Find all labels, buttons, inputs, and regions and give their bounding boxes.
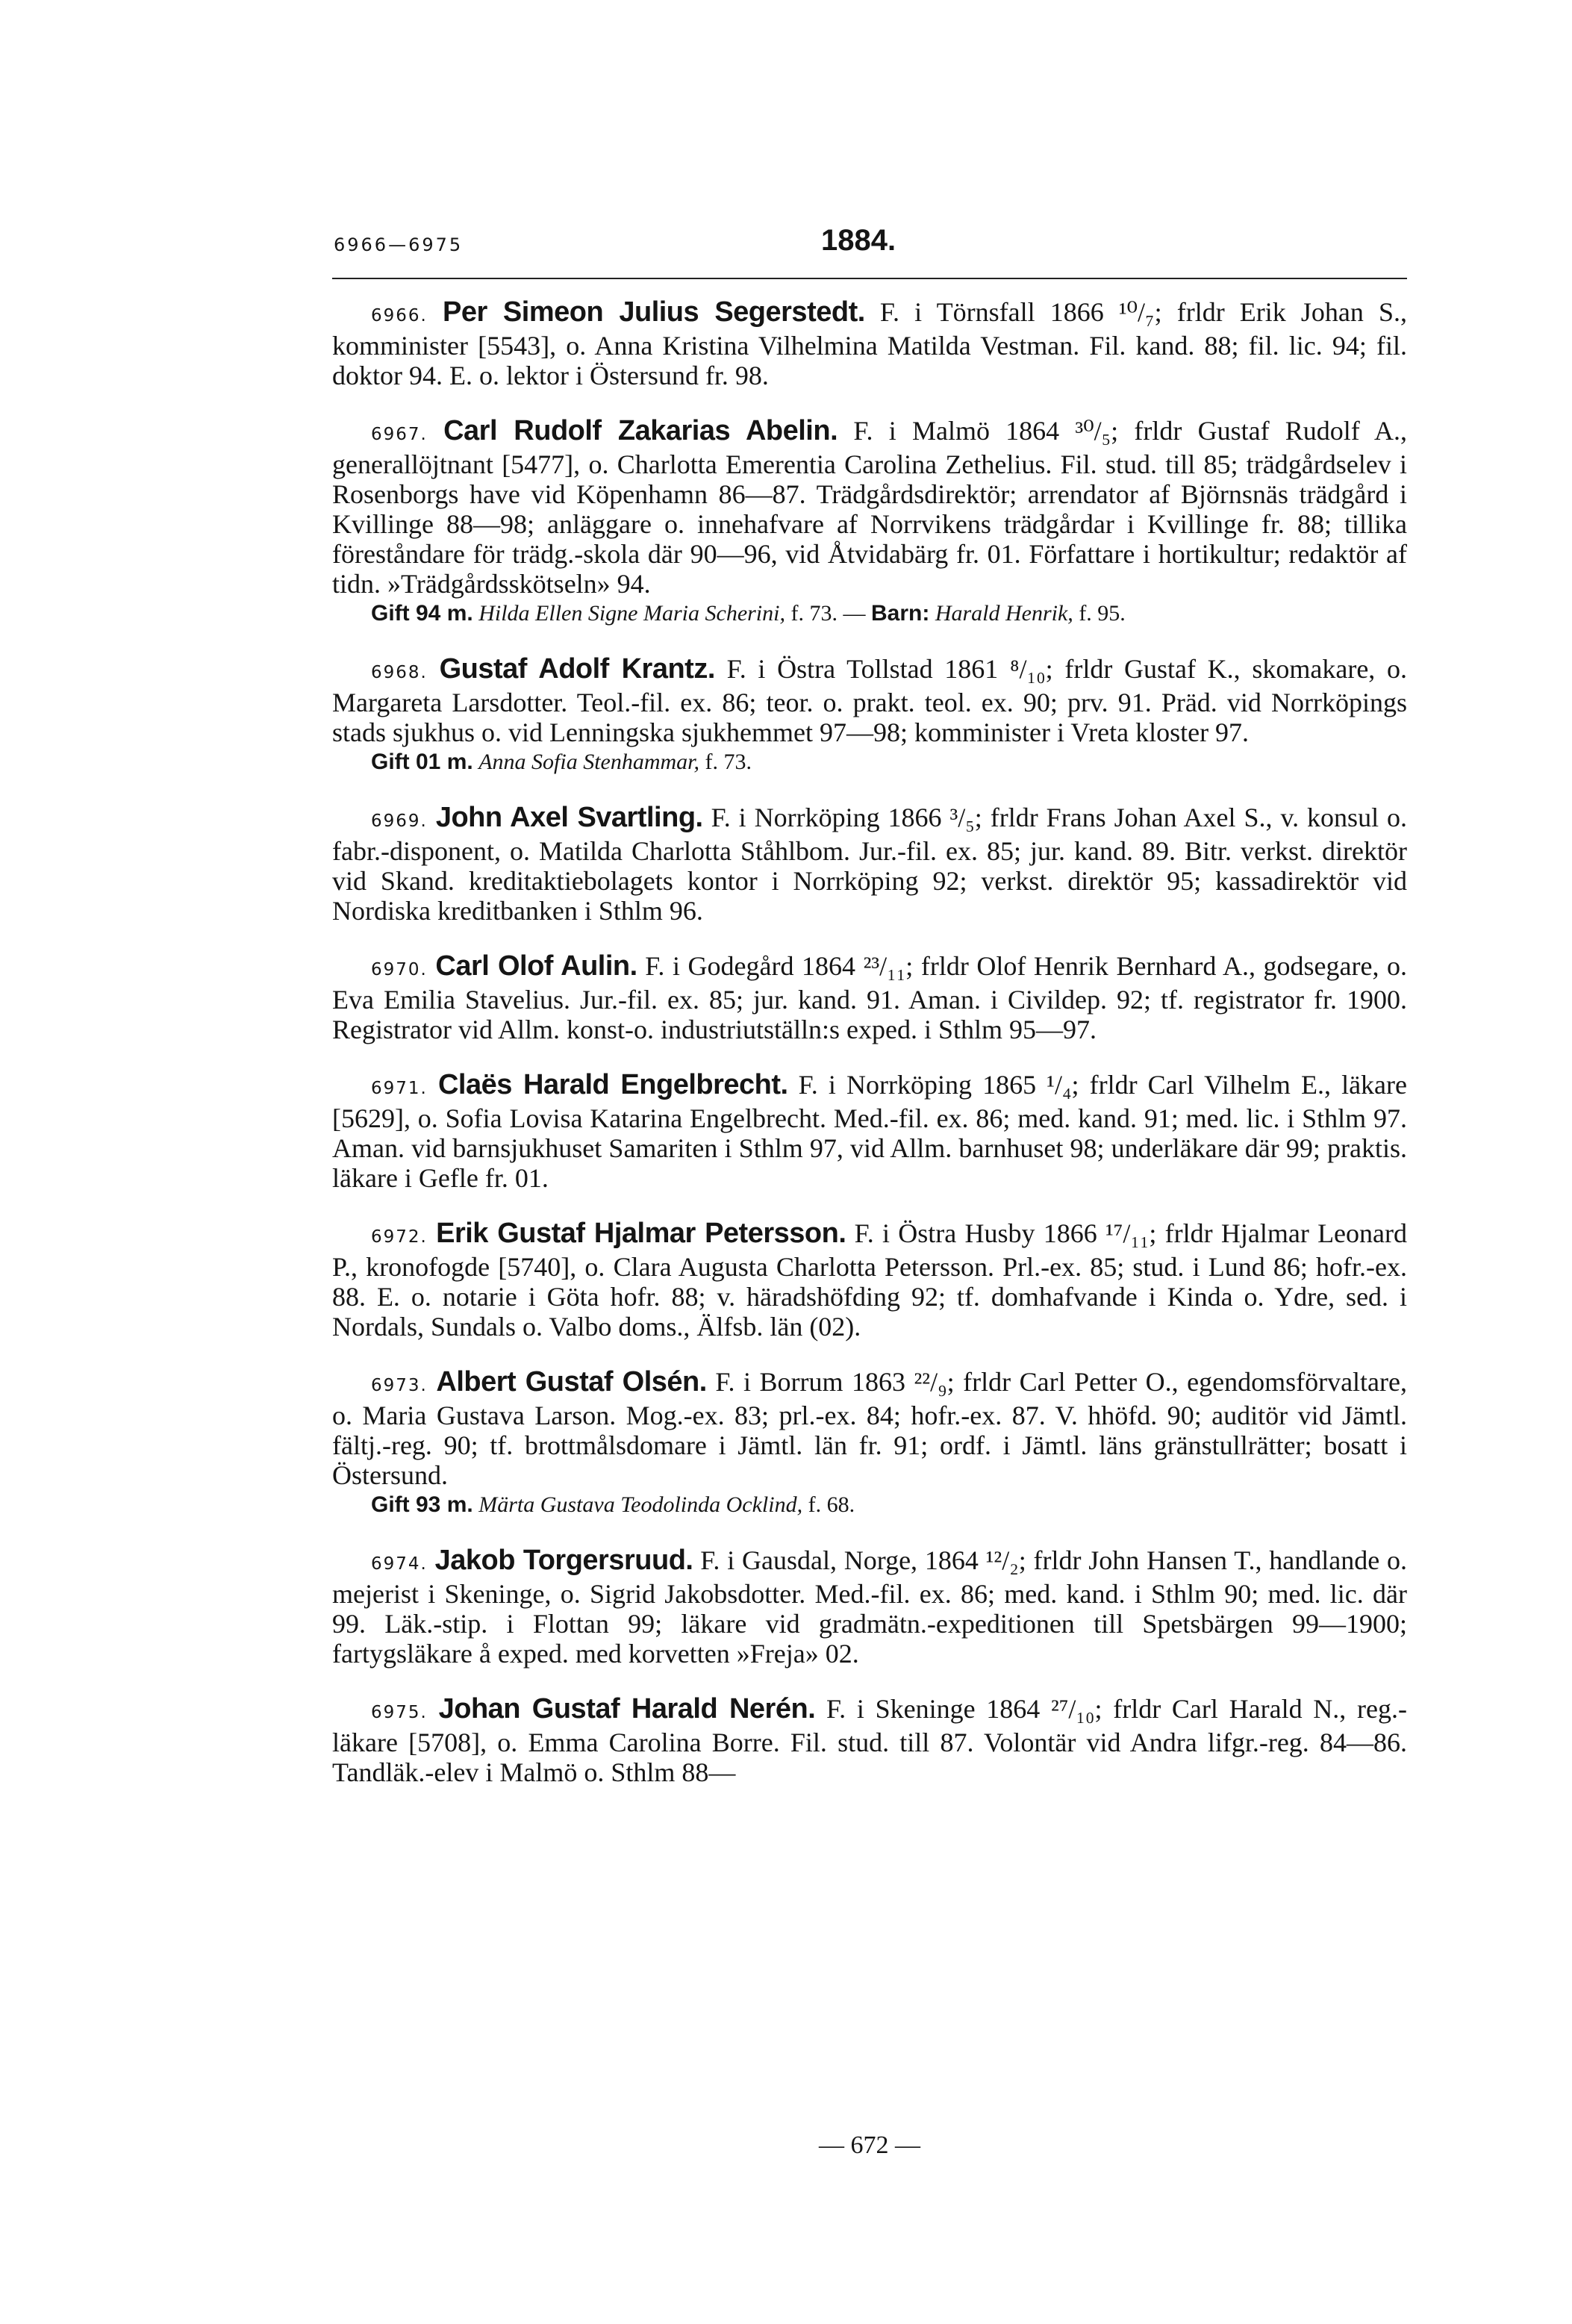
entry-name: Albert Gustaf Olsén. [436, 1366, 707, 1398]
entry [332, 1218, 1407, 1342]
spouse-born: f. 68. [808, 1492, 855, 1517]
spouse-name: Märta Gustava Teodolinda Ocklind, [478, 1492, 803, 1517]
entry-number: 6967. [371, 425, 428, 444]
entry-text: F. i Godegård 1864 ²³/₁₁; frldr Olof Henrik Bernhard A., godsegare, o. Eva Emilia Stavelius. Jur.-fil. ex. 85; jur. kand. 91. Aman. i Civildep. 92; tf. registrator fr. 1900. Registrator vid Allm. konst-o. industriutställn:s exped. i Sthlm 95—97. [332, 951, 1408, 1044]
entry-name: John Axel Svartling. [435, 802, 703, 833]
children-label: Barn: [870, 601, 930, 626]
entry-number: 6972. [371, 1227, 428, 1247]
entry-number: 6971. [371, 1079, 428, 1098]
entry [332, 1545, 1407, 1669]
entry [332, 654, 1407, 777]
gift-label: Gift 93 m. [371, 1492, 473, 1517]
spouse-born: f. 73. [705, 750, 752, 774]
entry-text: F. i Östra Husby 1866 ¹⁷/₁₁; frldr Hjalmar Leonard P., kronofogde [5740], o. Clara Augusta Charlotta Petersson. Prl.-ex. 85; stud. i Lund 86; hofr.-ex. 88. E. o. notarie i Göta hofr. 88; v. häradshöfding 92; tf. domhafvande i Kinda o. Ydre, sed. i Nordals, Sundals o. Valbo doms., Älfsb. län (02). [332, 1218, 1407, 1342]
child-name: Harald Henrik, [935, 601, 1073, 626]
entry-number: 6973. [371, 1376, 428, 1395]
spouse-name: Hilda Ellen Signe Maria Scherini, [478, 601, 785, 626]
marriage-line [371, 599, 1407, 629]
entry-text: F. i Borrum 1863 ²²/₉; frldr Carl Petter O., egendomsförvaltare, o. Maria Gustava Larson. Mog.-ex. 83; prl.-ex. 84; hofr.-ex. 87. V. hhöfd. 90; auditör vid Jämtl. fältj.-reg. 90; tf. brottmålsdomare i Jämtl. län fr. 91; ordf. i Jämtl. läns gränstullrätter; bosatt i Östersund. [332, 1367, 1408, 1490]
entry-number: 6975. [371, 1703, 428, 1722]
entry-name: Carl Olof Aulin. [435, 950, 637, 982]
entry-name: Gustaf Adolf Krantz. [439, 653, 715, 685]
page-number: — 672 — [819, 2131, 920, 2159]
marriage-line [371, 1490, 1407, 1520]
entry-text: F. i Törnsfall 1866 ¹⁰/₇; frldr Erik Johan S., komminister [5543], o. Anna Kristina Vilhelmina Matilda Vestman. Fil. kand. 88; fil. lic. 94; fil. doktor 94. E. o. lektor i Östersund fr. 98. [332, 297, 1408, 390]
spouse-born: f. 73. — [790, 601, 866, 626]
entry-text: F. i Skeninge 1864 ²⁷/₁₀; frldr Carl Harald N., reg.-läkare [5708], o. Emma Carolina Borre. Fil. stud. till 87. Volontär vid Andra lifgr.-reg. 84—86. Tandläk.-elev i Malmö o. Sthlm 88— [332, 1694, 1407, 1787]
spouse-name: Anna Sofia Stenhammar, [478, 750, 700, 774]
entry-number: 6970. [371, 960, 428, 979]
entry-text: F. i Malmö 1864 ³⁰/₅; frldr Gustaf Rudolf A., generallöjtnant [5477], o. Charlotta Emerentia Carolina Zethelius. Fil. stud. till 85; trädgårdselev i Rosenborgs have vid Köpenhamn 86—87. Trädgårdsdirektör; arrendator af Björnsnäs trädgård i Kvillinge 88—98; anläggare o. innehafvare af Norrvikens trädgårdar i Kvillinge fr. 88; tillika föreståndare för trädg.-skola där 90—96, vid Åtvidabärg fr. 01. Författare i hortikultur; redaktör af tidn. »Trädgårdsskötseln» 94. [332, 416, 1408, 599]
entry [332, 803, 1407, 926]
entry-name: Claës Harald Engelbrecht. [437, 1069, 788, 1100]
entry-text: F. i Gausdal, Norge, 1864 ¹²/₂; frldr John Hansen T., handlande o. mejerist i Skeninge, o. Sigrid Jakobsdotter. Med.-fil. ex. 86; med. kand. i Sthlm 90; med. lic. där 99. Läk.-stip. i Flottan 99; läkare vid gradmätn.-expeditionen till Spetsbärgen 99—1900; fartygsläkare å exped. med korvetten »Freja» 02. [332, 1545, 1408, 1669]
page-year: 1884. [821, 224, 896, 257]
entry [332, 416, 1407, 629]
entry [332, 1070, 1407, 1193]
gift-label: Gift 01 m. [371, 750, 473, 774]
entry-range: 6966—6975 [334, 234, 464, 255]
entry-name: Jakob Torgersruud. [434, 1545, 693, 1576]
gift-label: Gift 94 m. [371, 601, 473, 626]
entry-name: Johan Gustaf Harald Nerén. [438, 1693, 816, 1725]
entry [332, 297, 1407, 390]
entry [332, 1694, 1407, 1787]
entry-number: 6969. [371, 811, 428, 831]
entry-number: 6974. [371, 1554, 428, 1574]
entry [332, 1367, 1407, 1520]
entry-text: F. i Norrköping 1865 ¹/₄; frldr Carl Vilhelm E., läkare [5629], o. Sofia Lovisa Katarina Engelbrecht. Med.-fil. ex. 86; med. kand. 91; med. lic. i Sthlm 97. Aman. vid barnsjukhuset Samariten i Sthlm 97, vid Allm. barnhuset 98; underläkare där 99; praktis. läkare i Gefle fr. 01. [332, 1070, 1408, 1193]
header-rule [332, 278, 1407, 279]
entry-name: Per Simeon Julius Segerstedt. [442, 296, 865, 328]
entry-list [332, 297, 1407, 1813]
entry-text: F. i Östra Tollstad 1861 ⁸/₁₀; frldr Gustaf K., skomakare, o. Margareta Larsdotter. Teol.-fil. ex. 86; teor. o. prakt. teol. ex. 90; prv. 91. Präd. vid Norrköpings stads sjukhus o. vid Lenningska sjukhemmet 97—98; komminister i Vreta kloster 97. [332, 654, 1408, 747]
marriage-line [371, 747, 1407, 777]
entry [332, 951, 1407, 1044]
book-page [332, 0, 1407, 2324]
entry-text: F. i Norrköping 1866 ³/₅; frldr Frans Johan Axel S., v. konsul o. fabr.-disponent, o. Matilda Charlotta Ståhlbom. Jur.-fil. ex. 85; jur. kand. 89. Bitr. verkst. direktör vid Skand. kreditaktiebolagets kontor i Norrköping 92; verkst. direktör 95; kassadirektör vid Nordiska kreditbanken i Sthlm 96. [332, 803, 1408, 926]
entry-number: 6966. [371, 306, 428, 325]
entry-number: 6968. [371, 663, 428, 682]
entry-name: Erik Gustaf Hjalmar Petersson. [436, 1218, 846, 1249]
entry-name: Carl Rudolf Zakarias Abelin. [443, 415, 838, 446]
page-header [332, 224, 1407, 260]
child-born: f. 95. [1079, 601, 1126, 626]
